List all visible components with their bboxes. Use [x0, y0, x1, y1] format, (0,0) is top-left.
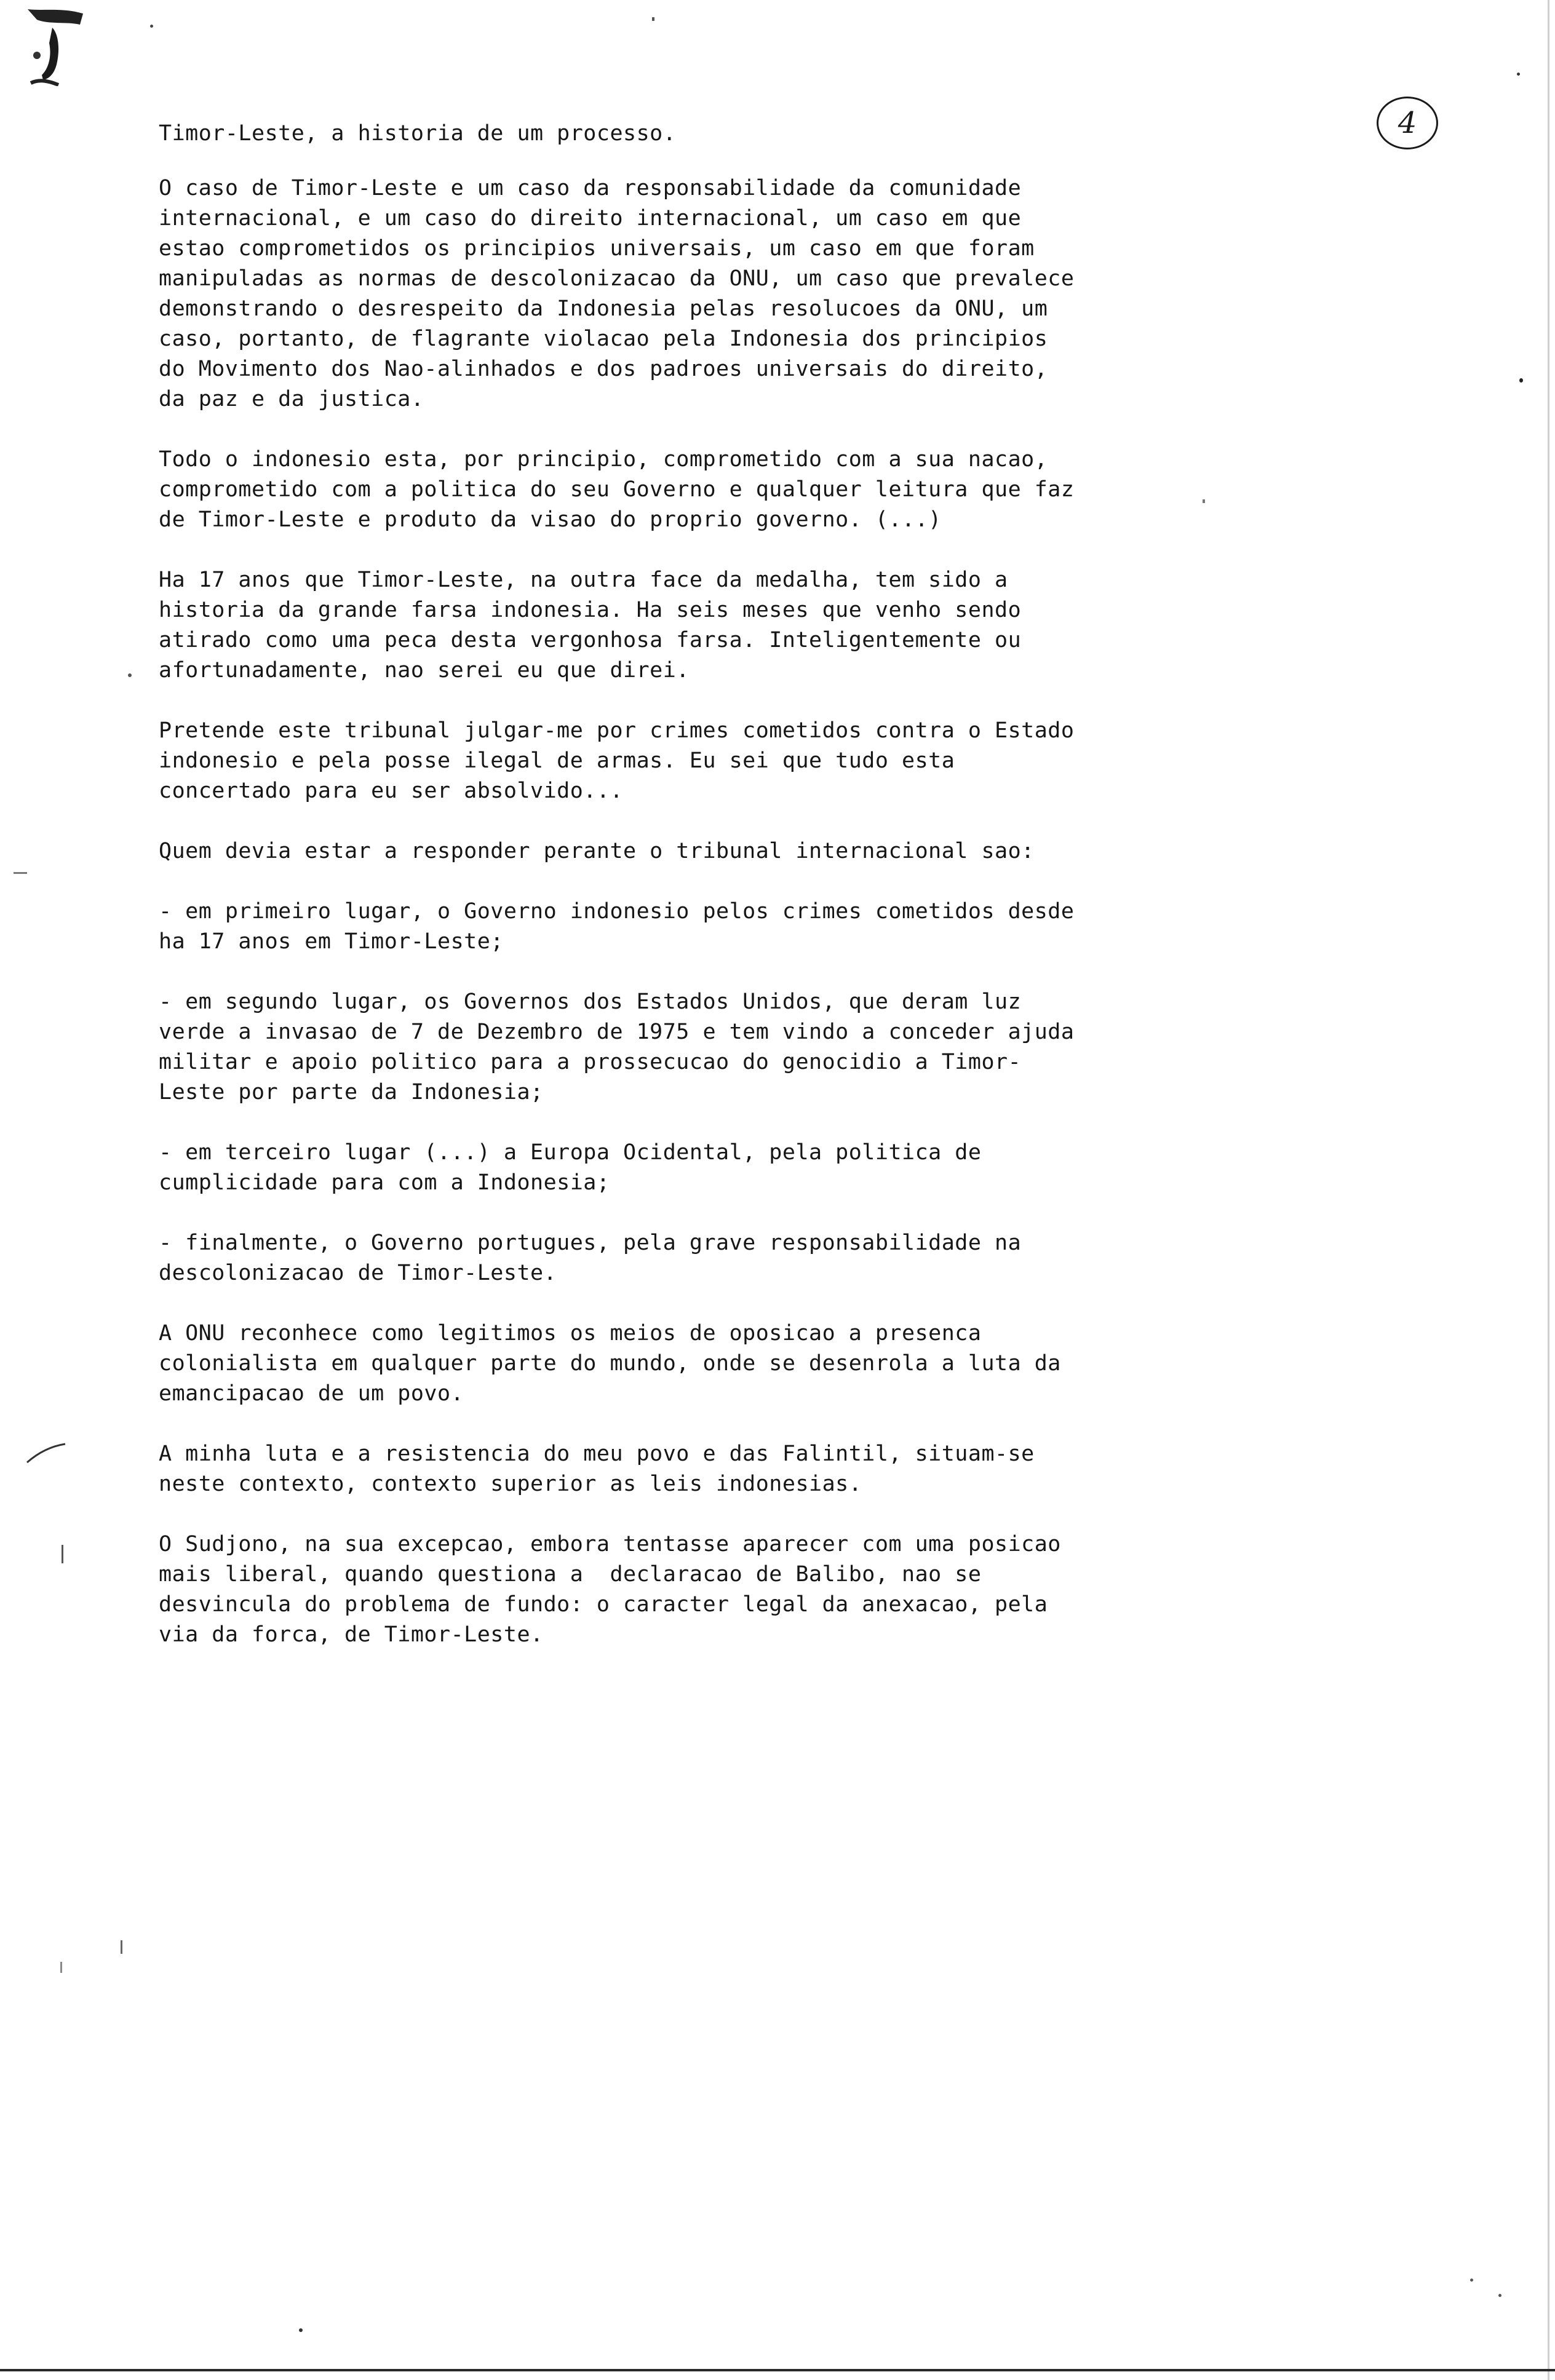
text-line: - em primeiro lugar, o Governo indonesio pelos crimes cometidos desde: [159, 899, 1075, 924]
text-line: - em segundo lugar, os Governos dos Estados Unidos, que deram luz: [159, 990, 1022, 1014]
paragraph: [159, 716, 1481, 806]
text-line: caso, portanto, de flagrante violacao pela Indonesia dos principios: [159, 327, 1048, 351]
text-line: Pretende este tribunal julgar-me por crimes cometidos contra o Estado: [159, 718, 1075, 743]
text-line: de Timor-Leste e produto da visao do proprio governo. (...): [159, 507, 942, 532]
text-line: Todo o indonesio esta, por principio, comprometido com a sua nacao,: [159, 447, 1048, 472]
margin-dot: [14, 872, 27, 874]
text-line: internacional, e um caso do direito internacional, um caso em que: [159, 206, 1022, 231]
margin-dot: [128, 673, 132, 677]
text-line: da paz e da justica.: [159, 387, 424, 411]
margin-dot: [652, 17, 654, 21]
text-line: neste contexto, contexto superior as leis indonesias.: [159, 1472, 862, 1496]
text-line: Leste por parte da Indonesia;: [159, 1080, 544, 1105]
document-body: [159, 173, 1481, 1680]
text-line: O Sudjono, na sua excepcao, embora tentasse aparecer com uma posicao: [159, 1532, 1061, 1557]
text-line: historia da grande farsa indonesia. Ha seis meses que venho sendo: [159, 598, 1022, 622]
margin-dot: [1498, 2294, 1501, 2297]
scan-bottom-edge: [0, 2369, 1555, 2371]
margin-tick: [60, 1962, 62, 1973]
text-line: O caso de Timor-Leste e um caso da responsabilidade da comunidade: [159, 176, 1022, 200]
paragraph: [159, 173, 1481, 415]
text-line: desvincula do problema de fundo: o caracter legal da anexacao, pela: [159, 1592, 1048, 1617]
text-line: indonesio e pela posse ilegal de armas. Eu sei que tudo esta: [159, 748, 955, 773]
paragraph: [159, 897, 1481, 957]
text-line: do Movimento dos Nao-alinhados e dos padroes universais do direito,: [159, 357, 1048, 381]
paragraph: [159, 1138, 1481, 1198]
text-line: mais liberal, quando questiona a declaracao de Balibo, nao se: [159, 1562, 982, 1587]
page-number-label: 4: [1398, 106, 1417, 140]
text-line: verde a invasao de 7 de Dezembro de 1975 e tem vindo a conceder ajuda: [159, 1020, 1075, 1044]
paragraph: [159, 445, 1481, 535]
text-line: ha 17 anos em Timor-Leste;: [159, 929, 504, 954]
text-line: descolonizacao de Timor-Leste.: [159, 1261, 557, 1285]
paragraph: [159, 1529, 1481, 1650]
text-line: Ha 17 anos que Timor-Leste, na outra face da medalha, tem sido a: [159, 568, 1008, 592]
scan-right-edge: [1548, 0, 1549, 2380]
text-line: via da forca, de Timor-Leste.: [159, 1622, 544, 1647]
text-line: manipuladas as normas de descolonizacao da ONU, um caso que prevalece: [159, 266, 1075, 291]
document-title: Timor-Leste, a historia de um processo.: [159, 121, 677, 146]
margin-tick: [62, 1545, 63, 1563]
margin-stroke: [25, 1440, 68, 1465]
paragraph: [159, 1439, 1481, 1499]
margin-tick: [121, 1940, 122, 1954]
text-line: colonialista em qualquer parte do mundo, onde se desenrola a luta da: [159, 1351, 1061, 1376]
text-line: Quem devia estar a responder perante o tribunal internacional sao:: [159, 839, 1035, 863]
paragraph: [159, 1319, 1481, 1409]
paragraph: [159, 565, 1481, 686]
text-line: concertado para eu ser absolvido...: [159, 779, 624, 803]
text-line: - em terceiro lugar (...) a Europa Ocidental, pela politica de: [159, 1140, 982, 1165]
margin-dot: [150, 25, 153, 28]
margin-dot: [1470, 2279, 1473, 2282]
scan-smudge-mark: [25, 6, 92, 86]
text-line: militar e apoio politico para a prossecucao do genocidio a Timor-: [159, 1050, 1022, 1074]
paragraph: [159, 1228, 1481, 1288]
text-line: atirado como uma peca desta vergonhosa farsa. Inteligentemente ou: [159, 628, 1022, 653]
text-line: - finalmente, o Governo portugues, pela grave responsabilidade na: [159, 1231, 1022, 1255]
text-line: emancipacao de um povo.: [159, 1381, 464, 1406]
paragraph: [159, 836, 1481, 867]
margin-dot: [1519, 378, 1523, 383]
text-line: demonstrando o desrespeito da Indonesia pelas resolucoes da ONU, um: [159, 296, 1048, 321]
page-number-circled: [1377, 97, 1438, 149]
paragraph: [159, 987, 1481, 1108]
margin-dot: [1517, 73, 1520, 76]
text-line: A minha luta e a resistencia do meu povo e das Falintil, situam-se: [159, 1442, 1035, 1466]
text-line: A ONU reconhece como legitimos os meios de oposicao a presenca: [159, 1321, 982, 1346]
text-line: cumplicidade para com a Indonesia;: [159, 1170, 610, 1195]
text-line: estao comprometidos os principios universais, um caso em que foram: [159, 236, 1035, 261]
margin-dot: [299, 2328, 303, 2332]
text-line: comprometido com a politica do seu Governo e qualquer leitura que faz: [159, 477, 1075, 502]
text-line: afortunadamente, nao serei eu que direi.: [159, 658, 690, 683]
